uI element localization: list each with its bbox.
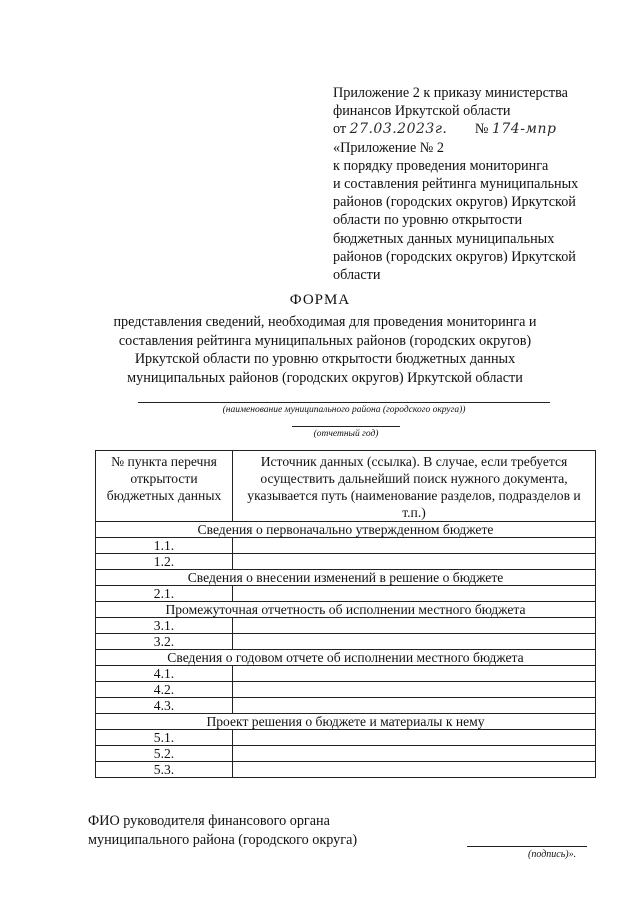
section-row: [96, 570, 596, 586]
signature-line-2: муниципального района (городского округа): [88, 832, 358, 848]
data-source-cell[interactable]: [233, 730, 596, 746]
data-source-cell[interactable]: [233, 698, 596, 714]
subtitle-line-3: Иркутской области по уровню открытости бюджетных данных: [134, 351, 516, 367]
signature-fill-line: [467, 846, 587, 847]
appendix-line-4: «Приложение № 2: [333, 139, 444, 156]
table-row: [96, 618, 596, 634]
data-source-cell[interactable]: [233, 538, 596, 554]
table-row: [96, 746, 596, 762]
header-item-number: № пункта перечня открытости бюджетных данных: [96, 451, 233, 522]
appendix-date-number-line: [333, 120, 623, 138]
section-title: Промежуточная отчетность об исполнении местного бюджета: [96, 602, 596, 618]
appendix-line-7: районов (городских округов) Иркутской: [333, 194, 576, 211]
item-number-cell: 5.2.: [96, 746, 233, 762]
section-title: Сведения о внесении изменений в решение о бюджете: [96, 570, 596, 586]
item-number-cell: 5.3.: [96, 762, 233, 778]
data-source-cell[interactable]: [233, 634, 596, 650]
table-row: [96, 666, 596, 682]
signature-block: [88, 812, 357, 850]
data-source-cell[interactable]: [233, 746, 596, 762]
table-row: [96, 682, 596, 698]
item-number-cell: 4.3.: [96, 698, 233, 714]
section-row: [96, 714, 596, 730]
section-row: [96, 522, 596, 538]
item-number-cell: 1.2.: [96, 554, 233, 570]
subtitle-line-1: представления сведений, необходимая для проведения мониторинга и: [113, 314, 537, 330]
section-title: Сведения о первоначально утвержденном бюджете: [96, 522, 596, 538]
form-subtitle: [100, 313, 550, 387]
form-title: ФОРМА: [289, 292, 351, 308]
appendix-line-8: области по уровню открытости: [333, 212, 523, 229]
appendix-header: [333, 84, 623, 284]
item-number-cell: 3.1.: [96, 618, 233, 634]
appendix-line-9: бюджетных данных муниципальных: [333, 230, 555, 247]
header-data-source: Источник данных (ссылка). В случае, если требуется осуществить дальнейший поиск нужного документа, указывается путь (наименование разделов, подразделов и т.п.): [233, 451, 596, 522]
appendix-line-1: Приложение 2 к приказу министерства: [333, 85, 568, 101]
table-row: [96, 586, 596, 602]
section-title: Проект решения о бюджете и материалы к нему: [96, 714, 596, 730]
from-label: от: [333, 121, 347, 138]
data-source-cell[interactable]: [233, 618, 596, 634]
table-row: [96, 698, 596, 714]
number-label: №: [474, 121, 489, 138]
subtitle-line-4: муниципальных районов (городских округов) Иркутской области: [127, 369, 523, 386]
table-row: [96, 634, 596, 650]
item-number-cell: 3.2.: [96, 634, 233, 650]
signature-caption: (подпись)».: [528, 849, 577, 860]
data-source-cell[interactable]: [233, 586, 596, 602]
item-number-cell: 2.1.: [96, 586, 233, 602]
year-caption: (отчетный год): [313, 429, 379, 439]
item-number-cell: 5.1.: [96, 730, 233, 746]
data-source-cell[interactable]: [233, 682, 596, 698]
item-number-cell: 1.1.: [96, 538, 233, 554]
municipality-fill-line: [138, 402, 550, 403]
table-header-row: [96, 451, 596, 522]
data-source-cell[interactable]: [233, 762, 596, 778]
year-fill-line: [292, 426, 400, 427]
table-row: [96, 730, 596, 746]
data-sources-table: [95, 450, 596, 778]
appendix-line-6: и составления рейтинга муниципальных: [333, 176, 579, 193]
data-source-cell[interactable]: [233, 666, 596, 682]
appendix-line-2: финансов Иркутской области: [333, 103, 511, 120]
section-row: [96, 650, 596, 666]
data-source-cell[interactable]: [233, 554, 596, 570]
table-row: [96, 538, 596, 554]
item-number-cell: 4.1.: [96, 666, 233, 682]
signature-line-1: ФИО руководителя финансового органа: [88, 813, 330, 829]
section-title: Сведения о годовом отчете об исполнении местного бюджета: [96, 650, 596, 666]
item-number-cell: 4.2.: [96, 682, 233, 698]
table-row: [96, 762, 596, 778]
section-row: [96, 602, 596, 618]
municipality-caption: (наименование муниципального района (городского округа)): [222, 405, 466, 415]
handwritten-number: 174-мпр: [491, 121, 557, 138]
appendix-line-11: области: [333, 267, 381, 284]
table-row: [96, 554, 596, 570]
subtitle-line-2: составления рейтинга муниципальных районов (городских округов): [118, 332, 532, 349]
appendix-line-10: районов (городских округов) Иркутской: [333, 248, 576, 265]
appendix-line-5: к порядку проведения мониторинга: [333, 157, 549, 174]
handwritten-date: 27.03.2023г.: [349, 121, 448, 138]
